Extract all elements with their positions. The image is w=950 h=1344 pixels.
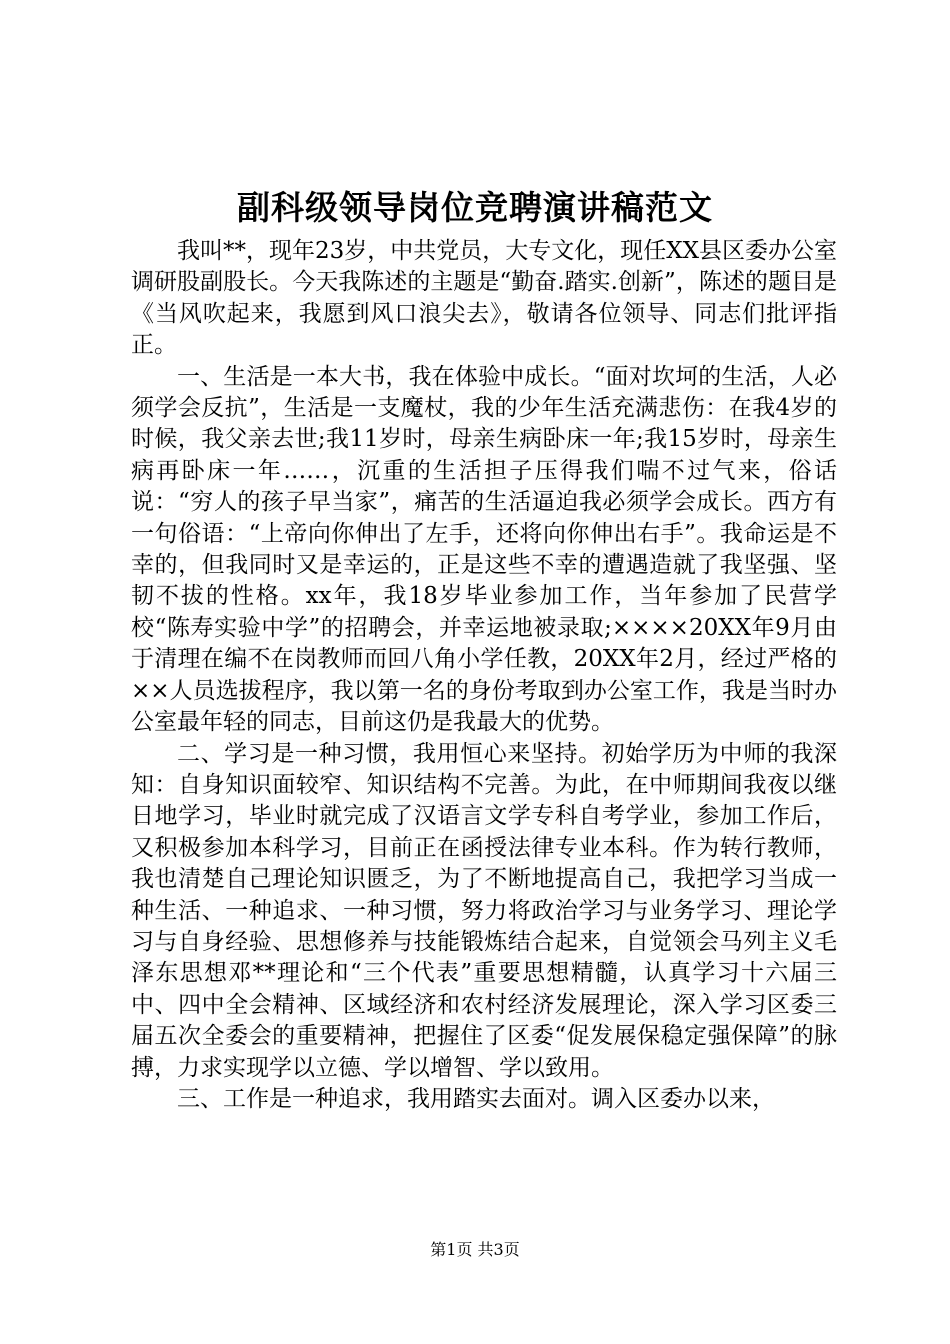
paragraph-intro: 我叫**，现年23岁，中共党员，大专文化，现任XX县区委办公室调研股副股长。今天我陈述的主题是“勤奋.踏实.创新”，陈述的题目是《当风吹起来，我愿到风口浪尖去》，敬请各位领导、同志们批评指正。	[131, 238, 838, 359]
paragraph-study: 二、学习是一种习惯，我用恒心来坚持。初始学历为中师的我深知：自身知识面较窄、知识结构不完善。为此，在中师期间我夜以继日地学习，毕业时就完成了汉语言文学专科自考学业，参加工作后，又积极参加本科学习，目前正在函授法律专业本科。作为转行教师，我也清楚自己理论知识匮乏，为了不断地提高自己，我把学习当成一种生活、一种追求、一种习惯，努力将政治学习与业务学习、理论学习与自身经验、思想修养与技能锻炼结合起来，自觉领会马列主义毛泽东思想邓**理论和“三个代表”重要思想精髓，认真学习十六届三中、四中全会精神、区域经济和农村经济发展理论，深入学习区委三届五次全委会的重要精神，把握住了区委“促发展保稳定强保障”的脉搏，力求实现学以立德、学以增智、学以致用。	[131, 740, 837, 1081]
paragraph-work: 三、工作是一种追求，我用踏实去面对。调入区委办以来，	[177, 1085, 775, 1112]
document-body	[131, 236, 837, 1115]
paragraph-life: 一、生活是一本大书，我在体验中成长。“面对坎坷的生活，人必须学会反抗”，生活是一支魔杖，我的少年生活充满悲伤：在我4岁的时候，我父亲去世;我11岁时，母亲生病卧床一年;我15岁时，母亲生病再卧床一年……，沉重的生活担子压得我们喘不过气来，俗话说：“穷人的孩子早当家”，痛苦的生活逼迫我必须学会成长。西方有一句俗语：“上帝向你伸出了左手，还将向你伸出右手”。我命运是不幸的，但我同时又是幸运的，正是这些不幸的遭遇造就了我坚强、坚韧不拔的性格。xx年，我18岁毕业参加工作，当年参加了民营学校“陈寿实验中学”的招聘会，并幸运地被录取;××××20XX年9月由于清理在编不在岗教师而回八角小学任教，20XX年2月，经过严格的××人员选拔程序，我以第一名的身份考取到办公室工作，我是当时办公室最年轻的同志，目前这仍是我最大的优势。	[131, 363, 837, 736]
page-footer: 第1页 共3页	[430, 1240, 520, 1259]
document-title: 副科级领导岗位竞聘演讲稿范文	[237, 188, 713, 227]
